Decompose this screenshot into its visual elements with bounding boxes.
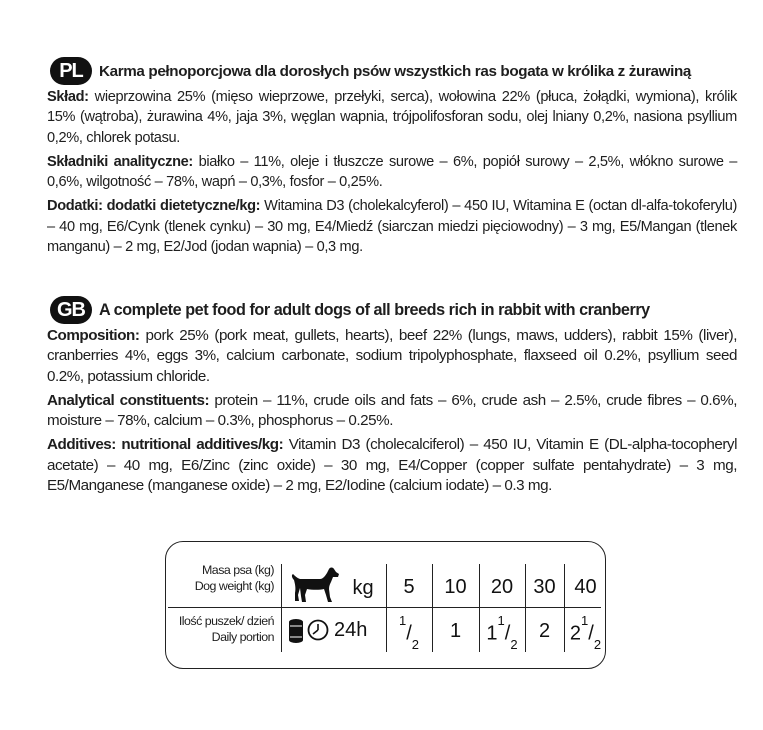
portion-label-en: Daily portion [211, 630, 274, 644]
gb-additives [47, 435, 737, 496]
portion-value: 2 [538, 620, 551, 642]
gb-analytical-label: Analytical constituents: [47, 391, 210, 409]
weight-unit: kg [352, 577, 374, 599]
portion-value: $1^1/_2$ [486, 613, 518, 652]
gb-additives-label: Additives: nutritional additives/kg: [47, 436, 284, 454]
portion-value: $^1/_2$ [398, 613, 420, 652]
portion-value: $2^1/_2$ [569, 613, 602, 652]
gb-composition-label: Composition: [47, 327, 140, 344]
weight-value: 30 [533, 576, 556, 598]
pl-additives-text: Witamina D3 (cholekalcyferol) – 450 IU, Witamina E (octan dl-alfa-tokoferylu) – 40 mg, E6/Cynk (tlenek cynku) – 30 mg, E4/Miedź (siarczan miedzi pięciowodny) – 3 mg, E5/Mangan (tlenek manganu) – 2 mg, E2/Jod (jodan wapnia) – 0,3 mg. [47, 198, 737, 256]
can-icon [288, 618, 304, 644]
feeding-table [165, 541, 606, 669]
weight-value: 20 [490, 576, 514, 598]
weight-value: 5 [403, 576, 415, 598]
portion-value: 1 [449, 620, 462, 642]
table-col-divider [281, 564, 282, 652]
gb-composition-text: pork 25% (pork meat, gullets, hearts), beef 22% (lungs, maws, udders), rabbit 15% (liver), cranberries 4%, eggs 3%, calcium carbonate, sodium tripolyphosphate, flaxseed oil 0.2%, psyllium seed 0.2%, potassium chloride. [47, 327, 737, 385]
gb-language-badge: GB [50, 296, 92, 324]
pl-analytical-label: Składniki analityczne: [47, 153, 193, 170]
weight-value: 10 [444, 576, 467, 598]
weight-label-pl: Masa psa (kg) [201, 563, 274, 577]
gb-product-title: A complete pet food for adult dogs of all breeds rich in rabbit with cranberry [99, 300, 650, 319]
english-section [47, 295, 737, 496]
table-row-divider [168, 607, 601, 608]
gb-additives-text: Vitamin D3 (cholecalciferol) – 450 IU, Vitamin E (DL-alpha-tocopheryl acetate) – 40 mg, E6/Zinc (zinc oxide) – 30 mg, E4/Copper (copper sulfate pentahydrate) – 3 mg, E5/Manganese (manganese oxide) – 2 mg, E2/Iodine (calcium iodate) – 0.3 mg. [47, 436, 737, 495]
portion-label-pl: Ilość puszek/ dzień [178, 614, 274, 628]
polish-heading [50, 56, 737, 86]
clock-icon [307, 619, 329, 641]
pl-composition [47, 87, 737, 148]
weight-value: 40 [574, 576, 597, 598]
pl-language-badge: PL [50, 57, 92, 85]
portion-row-label [166, 614, 274, 654]
dog-icon [290, 566, 340, 604]
gb-analytical-text: protein – 11%, crude oils and fats – 6%, crude ash – 2.5%, crude fibres – 0.6%, moisture – 78%, calcium – 0.3%, phosphorus – 0.25%. [47, 391, 738, 430]
pl-composition-label: Skład: [47, 89, 89, 105]
gb-analytical [47, 391, 737, 432]
pl-analytical-text: białko – 11%, oleje i tłuszcze surowe – 6%, popiół surowy – 2,5%, włókno surowe – 0,6%, wilgotność – 78%, wapń – 0,3%, fosfor – 0,25%. [47, 153, 737, 191]
gb-heading [50, 295, 737, 325]
weight-label-en: Dog weight (kg) [194, 579, 274, 593]
gb-composition [47, 326, 737, 387]
polish-section [47, 56, 737, 257]
pl-additives-label: Dodatki: dodatki dietetyczne/kg: [47, 198, 261, 215]
pl-composition-text: wieprzowina 25% (mięso wieprzowe, przełyki, serca), wołowina 22% (płuca, żołądki, wymiona), królik 15% (wątroba), żurawina 4%, jaja 3%, węglan wapnia, trójpolifosforan sodu, olej lniany 0,2%, nasiona psyllium 0,2%, chlorek potasu. [47, 89, 737, 146]
pl-additives [47, 196, 737, 257]
pl-analytical [47, 152, 737, 193]
pl-product-title: Karma pełnoporcjowa dla dorosłych psów wszystkich ras bogata w królika z żurawiną [99, 62, 691, 80]
weight-row-label [166, 563, 274, 603]
time-label: 24h [334, 619, 368, 641]
